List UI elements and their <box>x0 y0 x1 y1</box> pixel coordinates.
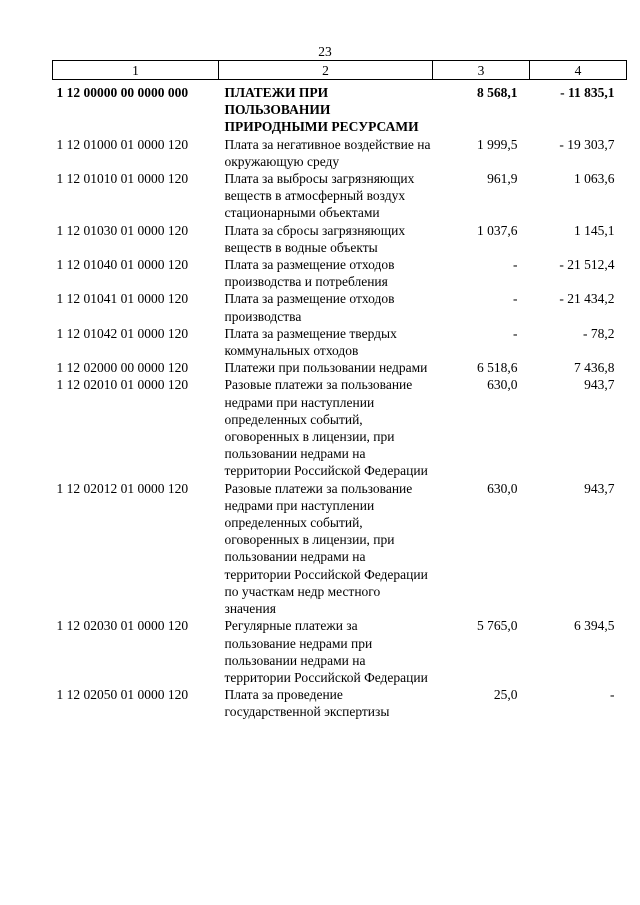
row-code: 1 12 01000 01 0000 120 <box>56 136 189 152</box>
row-code: 1 12 01041 01 0000 120 <box>56 291 189 307</box>
row-code: 1 12 02050 01 0000 120 <box>56 687 189 703</box>
row-value-1: 8 568,1 <box>477 85 518 100</box>
row-code: 1 12 01042 01 0000 120 <box>56 325 189 341</box>
row-value-2: - 21 512,4 <box>559 257 615 273</box>
table-row <box>53 256 627 290</box>
row-name: Плата за выбросы загрязняющих веществ в атмосферный воздух стационарными объектами <box>224 171 415 221</box>
row-value-1: 630,0 <box>487 377 518 393</box>
row-value-2: 6 394,5 <box>574 618 615 634</box>
row-name: Плата за размещение твердых коммунальных отходов <box>224 325 397 359</box>
table-row <box>53 136 627 170</box>
row-name: Разовые платежи за пользование недрами при наступлении определенных событий, оговоренных в лицензии, при пользовании недрами на территории Российской Федерации по участкам недр местного значения <box>224 480 428 617</box>
row-value-1: 25,0 <box>493 687 518 703</box>
row-value-1: - <box>513 291 518 307</box>
row-code: 1 12 02012 01 0000 120 <box>56 480 189 496</box>
table-row <box>53 686 627 720</box>
table-row <box>53 617 627 686</box>
row-name: Разовые платежи за пользование недрами при наступлении определенных событий, оговоренных в лицензии, при пользовании недрами на территории Российской Федерации <box>224 377 428 479</box>
row-value-2: - <box>610 687 615 703</box>
row-value-2: 943,7 <box>584 377 615 393</box>
row-value-2: - 19 303,7 <box>559 136 615 152</box>
row-name: Плата за сбросы загрязняющих веществ в водные объекты <box>224 222 406 255</box>
row-value-1: 5 765,0 <box>477 618 518 634</box>
row-value-1: 1 037,6 <box>477 222 518 238</box>
column-number-header-row <box>53 61 627 80</box>
column-header-name: 2 <box>219 61 433 80</box>
row-value-1: 961,9 <box>487 171 518 187</box>
row-value-2: - 11 835,1 <box>560 85 615 100</box>
row-value-1: - <box>513 325 518 341</box>
table-row <box>53 222 627 256</box>
table-row <box>53 290 627 324</box>
row-value-1: 1 999,5 <box>477 136 518 152</box>
row-value-2: 1 063,6 <box>574 171 615 187</box>
row-code: 1 12 02030 01 0000 120 <box>56 618 189 634</box>
row-code: 1 12 01040 01 0000 120 <box>56 257 189 273</box>
row-code: 1 12 01010 01 0000 120 <box>56 171 189 187</box>
row-value-1: 6 518,6 <box>477 360 518 376</box>
table-row <box>53 80 627 136</box>
row-name: Плата за размещение отходов производства и потребления <box>224 257 395 290</box>
row-code: 1 12 02010 01 0000 120 <box>56 377 189 393</box>
row-code: 1 12 00000 00 0000 000 <box>56 85 189 100</box>
column-header-code: 1 <box>53 61 219 80</box>
row-name: Плата за проведение государственной экспертизы <box>224 687 390 720</box>
row-name: Регулярные платежи за пользование недрами при пользовании недрами на территории Российской Федерации <box>224 618 428 685</box>
row-value-2: - 78,2 <box>583 325 615 341</box>
row-name: Платежи при пользовании недрами <box>224 360 428 376</box>
row-value-2: 1 145,1 <box>574 222 615 238</box>
row-code: 1 12 02000 00 0000 120 <box>56 360 189 376</box>
column-header-value-1: 3 <box>433 61 530 80</box>
row-name: Плата за негативное воздействие на окружающую среду <box>224 136 431 169</box>
row-name: Плата за размещение отходов производства <box>224 291 395 324</box>
table-row <box>53 376 627 479</box>
page-number: 23 <box>318 44 332 59</box>
row-code: 1 12 01030 01 0000 120 <box>56 222 189 238</box>
table-row <box>53 480 627 618</box>
row-value-1: 630,0 <box>487 480 518 496</box>
budget-revenue-table <box>52 60 627 721</box>
table-row <box>53 325 627 359</box>
table-row <box>53 170 627 222</box>
row-value-2: - 21 434,2 <box>559 291 615 307</box>
column-header-value-2: 4 <box>530 61 627 80</box>
row-name: ПЛАТЕЖИ ПРИ ПОЛЬЗОВАНИИ ПРИРОДНЫМИ РЕСУРСАМИ <box>224 85 419 135</box>
table-row <box>53 359 627 376</box>
row-value-1: - <box>513 257 518 273</box>
row-value-2: 943,7 <box>584 480 615 496</box>
row-value-2: 7 436,8 <box>574 360 615 376</box>
